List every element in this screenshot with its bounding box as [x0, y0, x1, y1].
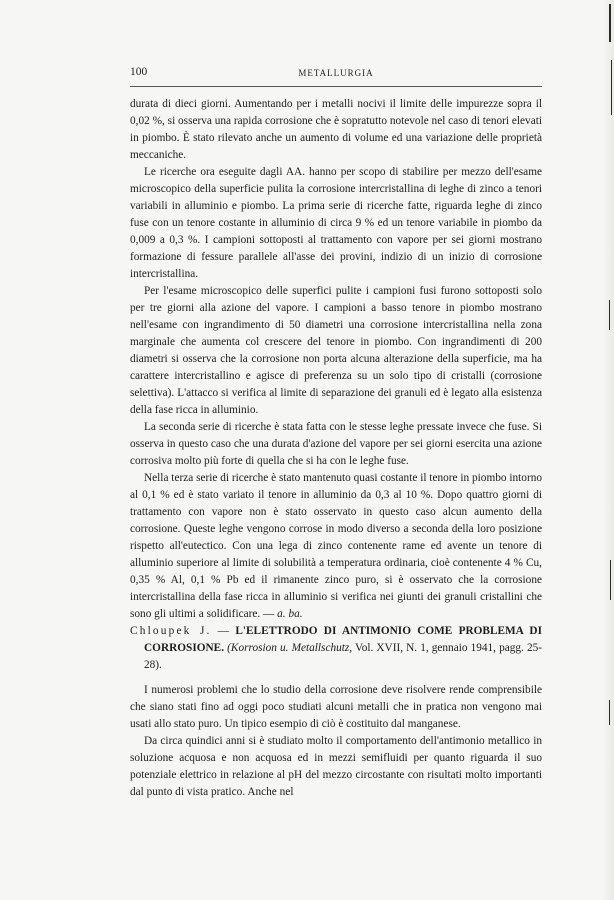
article-journal: (Korrosion u. Metallschutz,: [227, 642, 353, 654]
body-text: [130, 96, 542, 801]
page-number: 100: [130, 66, 148, 78]
header-rule: [130, 86, 542, 87]
page-edge-shadow: [602, 0, 614, 900]
article-heading: [130, 623, 542, 674]
paragraph: Le ricerche ora eseguite dagli AA. hanno per scopo di stabilire per mezzo dell'esame microscopico della superficie pulita la corrosione intercristallina di leghe di zinco a tenori variabili in alluminio e piombo. La prima serie di ricerche fatte, riguarda leghe di zinco fuse con un tenore costante in alluminio di circa 9 % ed un tenore variabile in piombo da 0,009 a 0,3 %. I campioni sottoposti al trattamento con vapore per sei giorni mostrano formazione di fessure parallele all'asse dei provini, indizio di un inizio di corrosione intercristallina.: [130, 166, 542, 280]
paragraph-text: Nella terza serie di ricerche è stato mantenuto quasi costante il tenore in piombo intorno al 0,1 % ed è stato variato il tenore in alluminio da 0,3 al 10 %. Dopo quattro giorni di trattamento con vapore non è stato osservato in questo caso alcun aumento della corrosione. Queste leghe vengono corrose in modo diverso a seconda della loro posizione rispetto all'eutectico. Con una lega di zinco contenente rame ed avente un tenore di alluminio superiore al limite di solubilità a temperatura ordinaria, cioè contenente 4 % Cu, 0,35 % Al, 0,1 % Pb ed il rimanente zinco puro, si è osservato che la corrosione intercristallina della fase ricca in alluminio si verifica nei giunti dei granuli cristallini che sono gli ultimi a solidificare. —: [130, 472, 542, 620]
page-header: [130, 66, 542, 84]
paragraph: [130, 470, 542, 623]
binding-mark: [611, 60, 612, 115]
binding-mark: [610, 560, 611, 600]
paragraph: durata di dieci giorni. Aumentando per i metalli nocivi il limite delle impurezze sopra il 0,02 %, si osserva una rapida corrosione che è sopratutto notevole nel caso di tenori elevati in piombo. È stato rilevato anche un aumento di volume ed una variazione delle proprietà meccaniche.: [130, 98, 542, 161]
binding-mark: [609, 4, 611, 42]
paragraph: Per l'esame microscopico delle superfici pulite i campioni fusi furono sottoposti solo per tre giorni alla azione del vapore. I campioni a basso tenore in piombo mostrano nell'esame con ingrandimento di 50 diametri una corrosione intercristallina nella zona marginale che aumenta col crescere del tenore in piombo. Con ingrandimenti di 200 diametri si osserva che la corrosione non porta alcuna alterazione della superficie, ma ha carattere intercristallino e agisce di preferenza su un solo tipo di cristalli (corrosione selettiva). L'attacco si verifica al limite di separazione dei granuli ed è legato alla esistenza della fase ricca in alluminio.: [130, 285, 542, 416]
heading-dash: —: [211, 625, 236, 637]
running-title: METALLURGIA: [298, 68, 374, 78]
paragraph: I numerosi problemi che lo studio della corrosione deve risolvere rende comprensibile che siano stati fino ad oggi poco studiati alcuni metalli che in pratica non vengono mai usati allo stato puro. Un tipico esempio di ciò è costituito dal manganese.: [130, 684, 542, 730]
binding-mark: [609, 700, 610, 725]
binding-mark: [609, 300, 610, 330]
paragraph: Da circa quindici anni si è studiato molto il comportamento dell'antimonio metallico in soluzione acquosa e non acquosa ed in mezzi semifluidi per quanto riguarda il suo potenziale elettrico in relazione al pH del mezzo circostante con risultati molto importanti dal punto di vista pratico. Anche nel: [130, 735, 542, 798]
article-author: Chloupek J.: [130, 625, 212, 637]
paragraph: La seconda serie di ricerche è stata fatta con le stesse leghe pressate invece che fuse. Si osserva in questo caso che una durata d'azione del vapore per sei giorni esercita una azione corrosiva molto più forte di quella che si ha con le leghe fuse.: [130, 421, 542, 467]
article-title: L'ELETTRODO DI ANTIMONIO COME PROBLEMA DI CORROSIONE.: [144, 625, 542, 654]
article-citation: Vol. XVII, N. 1, gennaio 1941, pagg. 25-28).: [144, 642, 543, 671]
author-signature: a. ba.: [277, 608, 303, 620]
